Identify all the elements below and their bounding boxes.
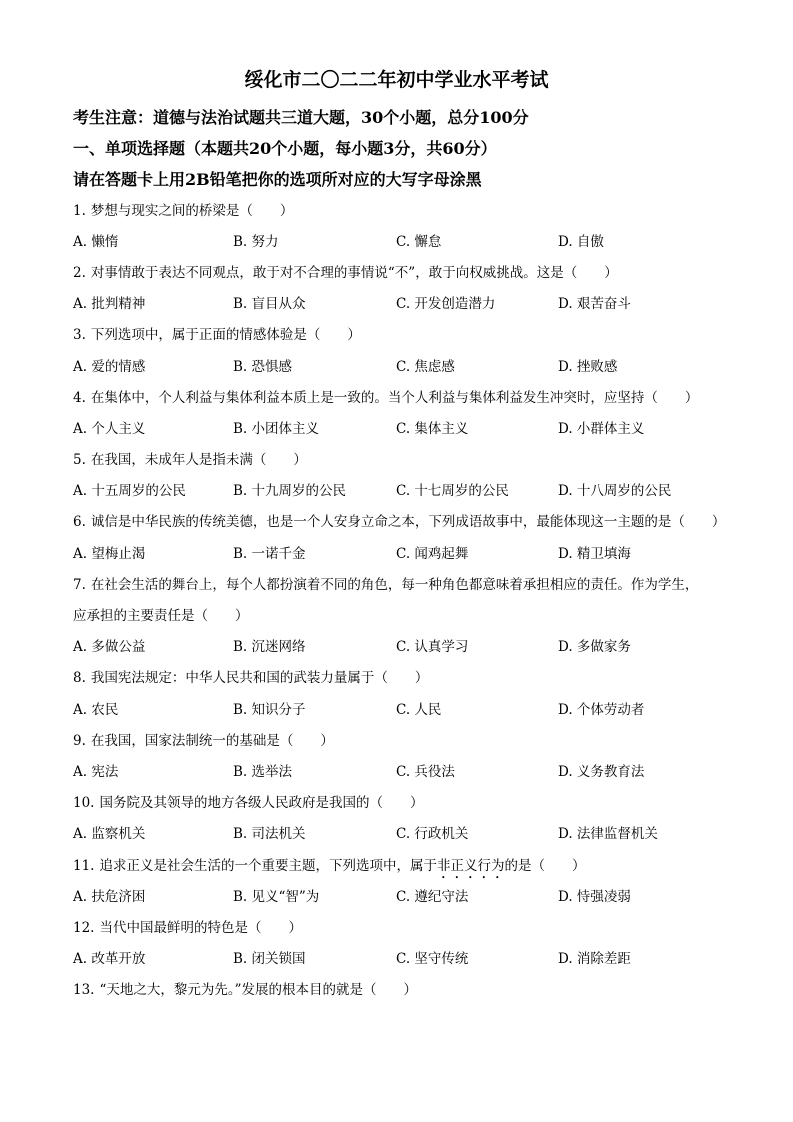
question-8-options xyxy=(73,695,733,726)
option-c: C. 集体主义 xyxy=(396,420,469,437)
option-b: B. 司法机关 xyxy=(233,826,306,843)
option-a: A. 批判精神 xyxy=(73,296,146,313)
option-d: D. 法律监督机关 xyxy=(558,826,658,843)
question-5-options xyxy=(73,476,733,507)
question-number: 3. xyxy=(73,327,86,344)
question-12-options xyxy=(73,944,733,975)
question-2-options xyxy=(73,289,733,320)
option-a: A. 宪法 xyxy=(73,763,119,780)
option-b: B. 见义“智”为 xyxy=(233,888,320,905)
question-text: 在集体中，个人利益与集体利益本质上是一致的。当个人利益与集体利益发生冲突时，应坚持（ ） xyxy=(90,389,699,406)
option-d: D. 精卫填海 xyxy=(558,545,631,562)
question-text: 在我国，未成年人是指未满（ ） xyxy=(90,452,307,469)
option-b: B. 恐惧感 xyxy=(233,358,293,375)
question-5 xyxy=(73,445,733,476)
question-text: 梦想与现实之间的桥梁是（ ） xyxy=(90,202,294,219)
question-9 xyxy=(73,726,733,757)
question-number: 9. xyxy=(73,732,86,749)
option-a: A. 十五周岁的公民 xyxy=(73,483,186,500)
option-c: C. 人民 xyxy=(396,701,442,718)
option-a: A. 监察机关 xyxy=(73,826,146,843)
question-11-options xyxy=(73,882,733,913)
exam-notice: 考生注意：道德与法治试题共三道大题，30个小题，总分100分 xyxy=(73,108,529,127)
option-b: B. 十九周岁的公民 xyxy=(233,483,347,500)
question-number: 1. xyxy=(73,202,86,219)
question-6-options xyxy=(73,539,733,570)
option-b: B. 选举法 xyxy=(233,763,293,780)
question-6 xyxy=(73,507,733,538)
question-10 xyxy=(73,788,733,819)
question-11 xyxy=(73,851,733,882)
question-number: 10. xyxy=(73,795,95,812)
option-b: B. 努力 xyxy=(233,233,279,250)
question-7 xyxy=(73,570,733,601)
emphasized-keyword: 非正义行为 xyxy=(436,857,505,874)
option-c: C. 坚守传统 xyxy=(396,951,469,968)
question-1 xyxy=(73,196,733,227)
option-d: D. 个体劳动者 xyxy=(558,701,645,718)
option-a: A. 懒惰 xyxy=(73,233,119,250)
question-number: 7. xyxy=(73,576,86,593)
option-c: C. 开发创造潜力 xyxy=(396,296,496,313)
question-9-options xyxy=(73,757,733,788)
option-d: D. 消除差距 xyxy=(558,951,631,968)
option-d: D. 艰苦奋斗 xyxy=(558,296,631,313)
exam-content xyxy=(73,102,733,1006)
question-13 xyxy=(73,975,733,1006)
option-d: D. 自傲 xyxy=(558,233,604,250)
option-c: C. 兵役法 xyxy=(396,763,455,780)
option-b: B. 沉迷网络 xyxy=(233,639,306,656)
question-3-options xyxy=(73,352,733,383)
answer-instruction: 请在答题卡上用2B铅笔把你的选项所对应的大写字母涂黑 xyxy=(73,170,482,190)
question-text: 我国宪法规定：中华人民共和国的武装力量属于（ ） xyxy=(90,670,429,687)
question-7-options xyxy=(73,632,733,663)
question-1-options xyxy=(73,227,733,258)
question-text: 诚信是中华民族的传统美德，也是一个人安身立命之本，下列成语故事中，最能体现这一主题的是（ ） xyxy=(90,514,726,531)
option-a: A. 爱的情感 xyxy=(73,358,146,375)
section-heading: 一、单项选择题（本题共20个小题，每小题3分，共60分） xyxy=(73,139,497,159)
option-a: A. 改革开放 xyxy=(73,951,146,968)
question-number: 13. xyxy=(73,982,95,999)
option-a: A. 望梅止渴 xyxy=(73,545,146,562)
question-text-line-1: 在社会生活的舞台上，每个人都扮演着不同的角色，每一种角色都意味着承担相应的责任。作为学生， xyxy=(90,576,699,593)
option-c: C. 十七周岁的公民 xyxy=(396,483,509,500)
question-3 xyxy=(73,320,733,351)
option-c: C. 闻鸡起舞 xyxy=(396,545,469,562)
option-d: D. 恃强凌弱 xyxy=(558,888,631,905)
question-2 xyxy=(73,258,733,289)
question-7-continued xyxy=(73,601,733,632)
option-c: C. 懈怠 xyxy=(396,233,442,250)
option-b: B. 一诺千金 xyxy=(233,545,306,562)
question-8 xyxy=(73,663,733,694)
option-c: C. 行政机关 xyxy=(396,826,469,843)
question-number: 8. xyxy=(73,670,86,687)
option-b: B. 知识分子 xyxy=(233,701,306,718)
question-12 xyxy=(73,913,733,944)
question-10-options xyxy=(73,819,733,850)
question-text-after: 的是（ ） xyxy=(504,857,586,874)
question-4-options xyxy=(73,414,733,445)
question-text: “天地之大，黎元为先。”发展的根本目的就是（ ） xyxy=(99,982,418,999)
question-text: 当代中国最鲜明的特色是（ ） xyxy=(99,919,302,936)
option-a: A. 个人主义 xyxy=(73,420,146,437)
question-number: 12. xyxy=(73,919,95,936)
option-c: C. 遵纪守法 xyxy=(396,888,469,905)
option-d: D. 小群体主义 xyxy=(558,420,645,437)
option-d: D. 多做家务 xyxy=(558,639,631,656)
question-text: 对事情敢于表达不同观点，敢于对不合理的事情说“不”，敢于向权威挑战。这是（ ） xyxy=(90,264,618,281)
option-a: A. 扶危济困 xyxy=(73,888,146,905)
option-a: A. 多做公益 xyxy=(73,639,146,656)
option-c: C. 认真学习 xyxy=(396,639,469,656)
question-number: 11. xyxy=(73,857,95,874)
question-text: 国务院及其领导的地方各级人民政府是我国的（ ） xyxy=(99,795,424,812)
exam-title: 绥化市二〇二二年初中学业水平考试 xyxy=(244,69,549,91)
question-number: 5. xyxy=(73,452,86,469)
question-text-line-2: 应承担的主要责任是（ ） xyxy=(73,608,249,624)
question-number: 4. xyxy=(73,389,86,406)
option-b: B. 小团体主义 xyxy=(233,420,320,437)
option-b: B. 闭关锁国 xyxy=(233,951,306,968)
option-c: C. 焦虑感 xyxy=(396,358,455,375)
option-b: B. 盲目从众 xyxy=(233,296,306,313)
question-text-before: 追求正义是社会生活的一个重要主题，下列选项中，属于 xyxy=(99,857,437,874)
question-text: 在我国，国家法制统一的基础是（ ） xyxy=(90,732,334,749)
option-d: D. 十八周岁的公民 xyxy=(558,483,672,500)
question-4 xyxy=(73,383,733,414)
question-number: 2. xyxy=(73,264,86,281)
option-d: D. 义务教育法 xyxy=(558,763,645,780)
option-d: D. 挫败感 xyxy=(558,358,618,375)
question-text: 下列选项中，属于正面的情感体验是（ ） xyxy=(90,327,361,344)
question-number: 6. xyxy=(73,514,86,531)
option-a: A. 农民 xyxy=(73,701,119,718)
